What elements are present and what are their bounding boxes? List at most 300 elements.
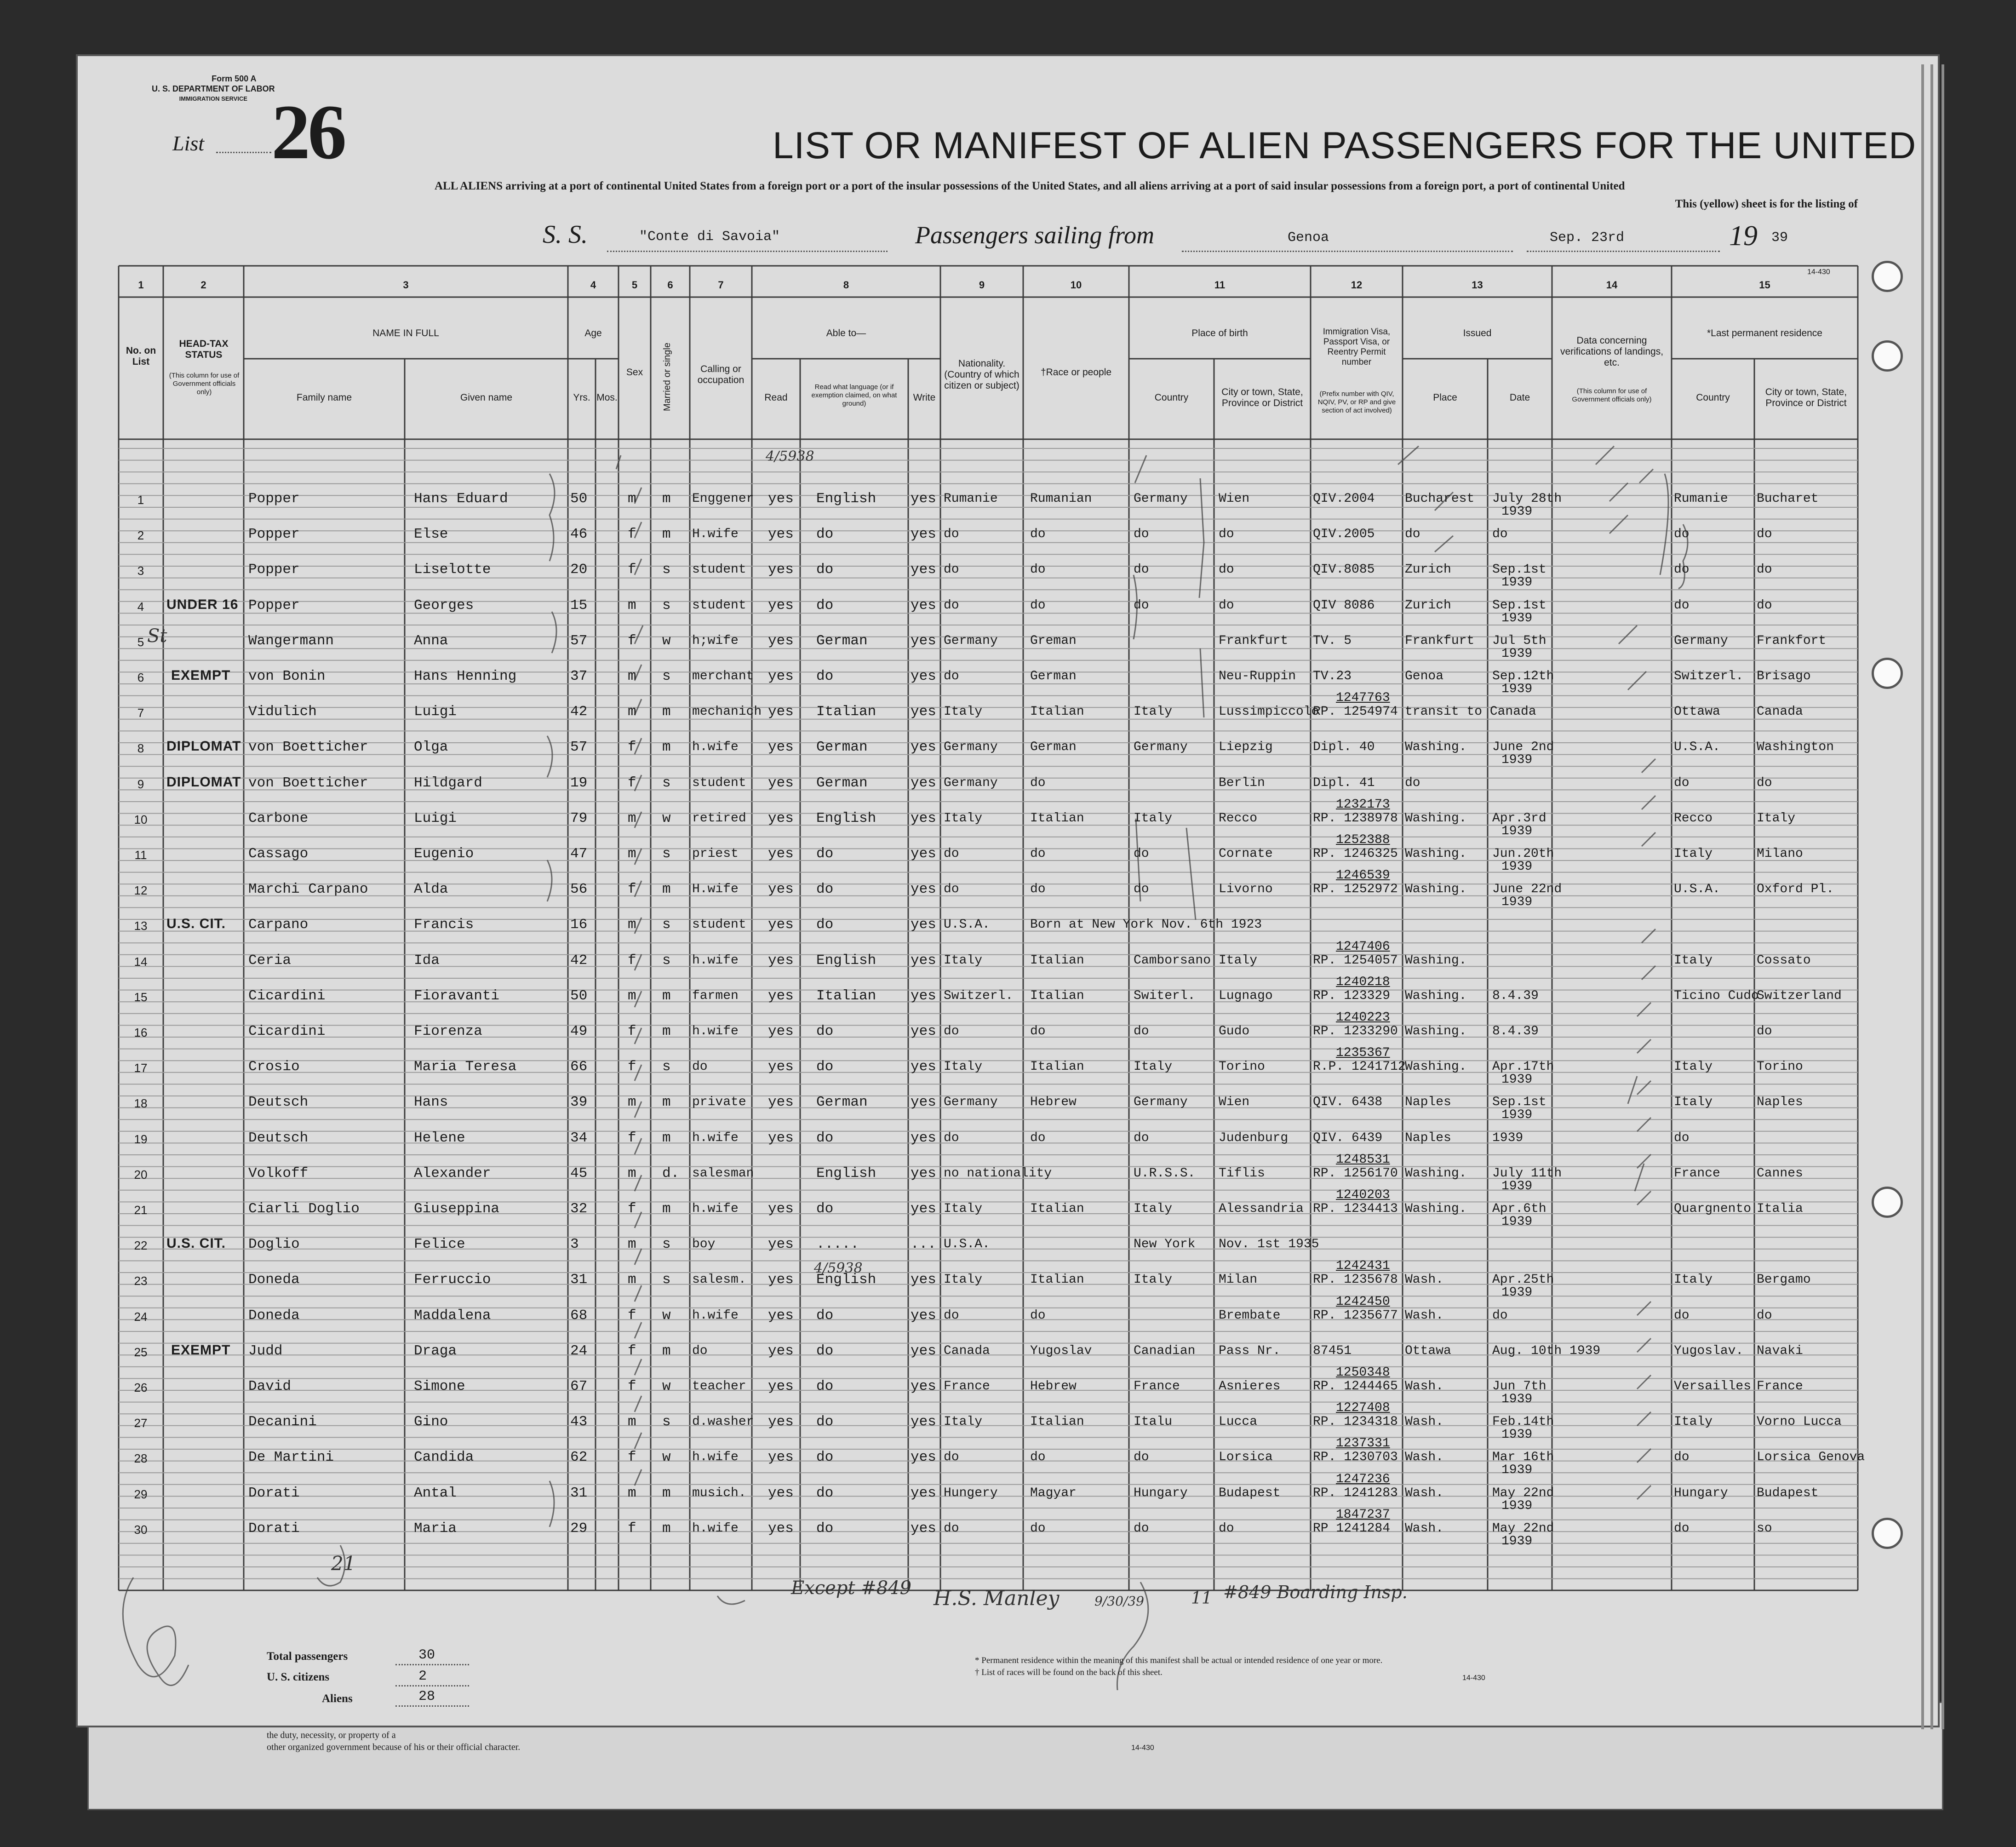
marital-status: s [662, 1059, 671, 1075]
residence-city: Cannes [1757, 1166, 1803, 1181]
sex: m [628, 1094, 636, 1111]
birth-country: do [1134, 882, 1149, 897]
issued-year: 1939 [1501, 611, 1533, 625]
occupation: retired [692, 811, 746, 826]
can-write: yes [911, 1378, 936, 1394]
family-name: Popper [248, 526, 300, 543]
issued-place: do [1405, 527, 1420, 542]
can-read: yes [768, 1520, 794, 1537]
read-language: do [816, 526, 834, 543]
header-given-name: Given name [460, 392, 513, 403]
age-years: 16 [570, 917, 588, 933]
occupation: h.wife [692, 1024, 739, 1038]
age-years: 66 [570, 1059, 588, 1075]
marital-status: s [662, 562, 671, 578]
birth-country: do [1134, 1024, 1149, 1038]
visa-number: QIV.8085 [1313, 562, 1375, 577]
marital-status: w [662, 632, 671, 649]
row-number: 26 [134, 1381, 148, 1394]
column-number: 15 [1759, 279, 1770, 291]
birth-city: Brembate [1219, 1308, 1281, 1323]
visa-number: QIV. 6439 [1313, 1130, 1383, 1145]
issued-date: May 22nd [1492, 1486, 1554, 1500]
row-number: 19 [134, 1132, 148, 1146]
residence-city: do [1757, 562, 1772, 577]
total-passengers-label: Total passengers [267, 1650, 348, 1663]
issued-year: 1939 [1501, 682, 1533, 696]
nationality: do [944, 1308, 959, 1323]
issued-place: Naples [1405, 1095, 1451, 1110]
birth-city: Lugnago [1219, 988, 1273, 1003]
issued-date: July 11th [1492, 1166, 1562, 1181]
family-name: Dorati [248, 1485, 300, 1501]
sex: m [628, 1236, 636, 1253]
nationality: U.S.A. [944, 918, 990, 932]
marital-status: m [662, 1485, 671, 1501]
sex: m [628, 597, 636, 614]
birth-country: do [1134, 598, 1149, 613]
sex: f [628, 562, 636, 578]
header-nationality: Nationality. (Country of which citizen or subject) [944, 358, 1019, 391]
column-number: 12 [1351, 279, 1363, 291]
residence-country: France [1674, 1166, 1720, 1181]
age-years: 49 [570, 1023, 588, 1039]
age-years: 50 [570, 491, 588, 507]
handwritten-time: 11 [1191, 1589, 1212, 1608]
residence-country: do [1674, 1521, 1690, 1536]
age-years: 50 [570, 987, 588, 1004]
row-number: 22 [134, 1239, 148, 1253]
birth-city: Torino [1219, 1060, 1265, 1074]
race: do [1030, 847, 1046, 861]
head-tax-stamp: EXEMPT [171, 668, 231, 683]
issued-year: 1939 [1501, 860, 1533, 874]
family-name: Popper [248, 562, 300, 578]
read-language: do [816, 597, 834, 614]
issued-date: Apr.3rd [1492, 811, 1546, 826]
race: Italian [1030, 811, 1084, 826]
row-number: 18 [134, 1096, 148, 1111]
read-language: German [816, 1094, 868, 1111]
given-name: Ida [414, 952, 440, 969]
given-name: Ferruccio [414, 1272, 491, 1288]
can-read: yes [768, 1023, 794, 1039]
can-write: yes [911, 987, 936, 1004]
header-write: Write [913, 392, 936, 403]
age-years: 24 [570, 1342, 588, 1359]
issued-year: 1939 [1501, 575, 1533, 590]
given-name: Antal [414, 1485, 457, 1501]
visa-number-alt: 1247236 [1336, 1472, 1390, 1486]
issued-date: do [1492, 527, 1508, 542]
occupation: h.wife [692, 1308, 739, 1323]
age-years: 31 [570, 1272, 588, 1288]
residence-country: Ottawa [1674, 705, 1720, 719]
age-years: 20 [570, 562, 588, 578]
occupation: h.wife [692, 1521, 739, 1536]
binder-hole [1872, 1187, 1903, 1218]
birth-country: do [1134, 1521, 1149, 1536]
read-language: English [816, 1165, 876, 1182]
header-landings-note: (This column for use of Government officials only) [1572, 387, 1652, 403]
issued-date: Aug. 10th 1939 [1492, 1343, 1601, 1358]
nationality: do [944, 1521, 959, 1536]
sex: f [628, 1449, 636, 1466]
can-write: yes [911, 774, 936, 791]
residence-city: Torino [1757, 1060, 1803, 1074]
read-language: do [816, 1449, 834, 1466]
given-name: Gino [414, 1414, 448, 1430]
issued-place: Genoa [1405, 669, 1444, 683]
header-issued: Issued [1463, 328, 1492, 338]
ship-name: "Conte di Savoia" [639, 229, 780, 245]
birth-country: Canadian [1134, 1343, 1196, 1358]
occupation: musich. [692, 1486, 746, 1500]
read-language: Italian [816, 704, 876, 720]
birth-city: Pass Nr. [1219, 1343, 1281, 1358]
given-name: Else [414, 526, 448, 543]
manifest-subtitle-2: This (yellow) sheet is for the listing of [1675, 198, 1858, 210]
family-name: von Boetticher [248, 774, 368, 791]
can-read: yes [768, 987, 794, 1004]
can-write: yes [911, 597, 936, 614]
read-language: English [816, 810, 876, 826]
birth-city: Cornate [1219, 847, 1273, 861]
race: Born at New York Nov. 6th 1923 [1030, 918, 1262, 932]
header-head-tax: HEAD-TAX STATUS [179, 338, 229, 360]
birth-country: Italy [1134, 1202, 1173, 1216]
marital-status: m [662, 1094, 671, 1111]
marital-status: w [662, 810, 671, 826]
birth-city: Milan [1219, 1273, 1258, 1287]
marital-status: s [662, 1236, 671, 1253]
issued-date: Feb.14th [1492, 1415, 1554, 1429]
header-head-tax-note: (This column for use of Government officials only) [169, 372, 240, 396]
residence-city: Milano [1757, 847, 1803, 861]
occupation: h.wife [692, 953, 739, 968]
issued-place: Wash. [1405, 1486, 1444, 1500]
issued-place: Wash. [1405, 1450, 1444, 1465]
issued-place: Washing. [1405, 1024, 1467, 1038]
given-name: Alexander [414, 1165, 491, 1182]
issued-place: Washing. [1405, 1166, 1467, 1181]
marital-status: w [662, 1449, 671, 1466]
occupation: merchant [692, 669, 754, 683]
residence-city: so [1757, 1521, 1772, 1536]
nationality: do [944, 562, 959, 577]
visa-number: RP. 1256170 [1313, 1166, 1398, 1181]
given-name: Alda [414, 881, 448, 898]
residence-country: Italy [1674, 1273, 1713, 1287]
visa-number: QIV.2005 [1313, 527, 1375, 542]
birth-city: Gudo [1219, 1024, 1250, 1038]
row-number: 17 [134, 1061, 148, 1075]
nationality: do [944, 1450, 959, 1465]
issued-place: Wash. [1405, 1415, 1444, 1429]
given-name: Maria Teresa [414, 1059, 517, 1075]
issued-place: Washing. [1405, 811, 1467, 826]
birth-city: do [1219, 598, 1234, 613]
residence-city: Lorsica Genova [1757, 1450, 1865, 1465]
header-last-residence: *Last permanent residence [1707, 328, 1822, 338]
given-name: Anna [414, 632, 448, 649]
header-race: †Race or people [1040, 367, 1112, 378]
birth-country: New York [1134, 1237, 1196, 1252]
read-language: do [816, 1307, 834, 1324]
race: Hebrew [1030, 1095, 1077, 1110]
given-name: Felice [414, 1236, 465, 1253]
birth-country: Germany [1134, 740, 1188, 755]
nationality: Germany [944, 633, 998, 648]
row-number: 23 [134, 1274, 148, 1288]
nationality: Italy [944, 1202, 983, 1216]
can-write: yes [911, 1272, 936, 1288]
can-read: yes [768, 1094, 794, 1111]
occupation: h.wife [692, 1130, 739, 1145]
issued-date: Jul 5th [1492, 633, 1546, 648]
sex: m [628, 810, 636, 826]
sex: m [628, 668, 636, 684]
visa-number: TV. 5 [1313, 633, 1352, 648]
visa-number: Dipl. 40 [1313, 740, 1375, 755]
read-language: English [816, 952, 876, 969]
marital-status: m [662, 739, 671, 756]
read-language: do [816, 917, 834, 933]
underlying-text: other organized government because of his or their official character. [267, 1742, 521, 1752]
birth-country: France [1134, 1379, 1180, 1394]
issued-place: Washing. [1405, 1060, 1467, 1074]
column-number: 13 [1472, 279, 1483, 291]
occupation: boy [692, 1237, 716, 1252]
total-passengers: 30 [418, 1647, 435, 1663]
visa-number: RP. 1233290 [1313, 1024, 1398, 1038]
visa-number: RP. 1246325 [1313, 847, 1398, 861]
can-read: yes [768, 1449, 794, 1466]
birth-country: Camborsano [1134, 953, 1211, 968]
issued-date: 1939 [1492, 1130, 1523, 1145]
age-years: 57 [570, 739, 588, 756]
birth-country: Italu [1134, 1415, 1173, 1429]
form-number: Form 500 A U. S. DEPARTMENT OF LABOR IMMIGRATION SERVICE [152, 74, 275, 102]
birth-city: Wien [1219, 492, 1250, 506]
age-years: 43 [570, 1414, 588, 1430]
form-code: 14-430 [1131, 1744, 1154, 1752]
birth-city: Recco [1219, 811, 1258, 826]
can-write: yes [911, 1342, 936, 1359]
marital-status: s [662, 597, 671, 614]
birth-country: Hungary [1134, 1486, 1188, 1500]
residence-city: Italy [1757, 811, 1796, 826]
year-suffix: 39 [1771, 230, 1788, 246]
binder-hole [1872, 340, 1903, 372]
issued-year: 1939 [1501, 1108, 1533, 1123]
departure-port: Genoa [1288, 230, 1329, 246]
residence-country: Ticino Cudo [1674, 988, 1759, 1003]
head-tax-stamp: U.S. CIT. [166, 916, 226, 932]
occupation: d.washer [692, 1415, 754, 1429]
race: do [1030, 882, 1046, 897]
header-family-name: Family name [296, 392, 352, 403]
issued-year: 1939 [1501, 895, 1533, 910]
read-language: German [816, 739, 868, 756]
residence-city: Canada [1757, 705, 1803, 719]
family-name: Dorati [248, 1520, 300, 1537]
nationality: Germany [944, 775, 998, 790]
birth-country: do [1134, 847, 1149, 861]
marital-status: m [662, 1201, 671, 1217]
race: Italian [1030, 1273, 1084, 1287]
can-read: yes [768, 668, 794, 684]
residence-country: U.S.A. [1674, 740, 1720, 755]
can-read: yes [768, 1130, 794, 1146]
sex: f [628, 1059, 636, 1075]
head-tax-stamp: U.S. CIT. [166, 1236, 226, 1251]
row-number: 28 [134, 1451, 148, 1466]
column-number: 9 [979, 279, 985, 291]
sex: f [628, 632, 636, 649]
issued-place: Frankfurt [1405, 633, 1475, 648]
family-name: Deutsch [248, 1130, 309, 1146]
birth-country: do [1134, 527, 1149, 542]
visa-number: RP. 1238978 [1313, 811, 1398, 826]
sex: m [628, 704, 636, 720]
header-able-to: Able to— [826, 328, 866, 338]
row-number: 21 [134, 1203, 148, 1217]
column-number: 6 [667, 279, 673, 291]
occupation: private [692, 1095, 746, 1110]
age-years: 3 [570, 1236, 579, 1253]
given-name: Maria [414, 1520, 457, 1537]
marital-status: m [662, 987, 671, 1004]
residence-country: do [1674, 1130, 1690, 1145]
read-language: do [816, 1201, 834, 1217]
residence-city: do [1757, 1024, 1772, 1038]
column-number: 1 [138, 279, 144, 291]
row-number: 13 [134, 919, 148, 933]
family-name: Popper [248, 491, 300, 507]
can-write: yes [911, 1201, 936, 1217]
sex: f [628, 1378, 636, 1394]
aliens-total: 28 [418, 1689, 435, 1704]
race: do [1030, 1308, 1046, 1323]
can-write: yes [911, 1094, 936, 1111]
issued-place: Wash. [1405, 1379, 1444, 1394]
can-write: yes [911, 952, 936, 969]
marital-status: m [662, 1130, 671, 1146]
given-name: Hans [414, 1094, 448, 1111]
read-language: do [816, 1059, 834, 1075]
issued-place: Naples [1405, 1130, 1451, 1145]
age-years: 42 [570, 952, 588, 969]
birth-city: Nov. 1st 1935 [1219, 1237, 1319, 1252]
can-read: yes [768, 952, 794, 969]
occupation: mechanich [692, 705, 762, 719]
issued-place: Washing. [1405, 847, 1467, 861]
visa-number: RP. 1234413 [1313, 1202, 1398, 1216]
residence-country: Versailles [1674, 1379, 1752, 1394]
sex: f [628, 952, 636, 969]
visa-number: QIV 8086 [1313, 598, 1375, 613]
age-years: 29 [570, 1520, 588, 1537]
visa-number: RP. 1234318 [1313, 1415, 1398, 1429]
issued-date: July 28th [1492, 492, 1562, 506]
issued-place: Ottawa [1405, 1343, 1451, 1358]
given-name: Olga [414, 739, 448, 756]
read-language: do [816, 1130, 834, 1146]
sex: f [628, 526, 636, 543]
nationality: do [944, 1130, 959, 1145]
issued-date: Jun 7th [1492, 1379, 1546, 1394]
occupation: student [692, 775, 746, 790]
residence-city: do [1757, 775, 1772, 790]
residence-country: Switzerl. [1674, 669, 1744, 683]
nationality: Germany [944, 740, 998, 755]
issued-date: Apr.17th [1492, 1060, 1554, 1074]
departure-date: Sep. 23rd [1550, 230, 1625, 246]
issued-date: Sep.1st [1492, 1095, 1546, 1110]
sex: f [628, 881, 636, 898]
age-years: 56 [570, 881, 588, 898]
row-number: 20 [134, 1167, 148, 1182]
visa-number: QIV. 6438 [1313, 1095, 1383, 1110]
header-visa: Immigration Visa, Passport Visa, or Reentry Permit number [1323, 327, 1391, 367]
issued-date: Mar 16th [1492, 1450, 1554, 1465]
issued-year: 1939 [1501, 1534, 1533, 1549]
family-name: Wangermann [248, 632, 334, 649]
issued-year: 1939 [1501, 1392, 1533, 1406]
marital-status: m [662, 704, 671, 720]
column-number: 8 [843, 279, 849, 291]
visa-number-alt: 1240218 [1336, 975, 1390, 989]
row-number: 7 [137, 706, 144, 720]
race: Rumanian [1030, 492, 1092, 506]
can-read: yes [768, 1485, 794, 1501]
race: Italian [1030, 953, 1084, 968]
column-number: 5 [631, 279, 638, 291]
family-name: Popper [248, 597, 300, 614]
sex: m [628, 1485, 636, 1501]
birth-country: do [1134, 562, 1149, 577]
age-years: 47 [570, 846, 588, 862]
nationality: Canada [944, 1343, 990, 1358]
birth-city: Italy [1219, 953, 1258, 968]
visa-number-alt: 1248531 [1336, 1152, 1390, 1167]
handwritten-except-note: Except #849 [791, 1577, 912, 1599]
family-name: Volkoff [248, 1165, 309, 1182]
row-number: 8 [137, 741, 144, 756]
given-name: Fioravanti [414, 987, 500, 1004]
issued-place: Zurich [1405, 562, 1451, 577]
occupation: student [692, 598, 746, 613]
given-name: Georges [414, 597, 474, 614]
head-tax-stamp: UNDER 16 [166, 597, 239, 612]
visa-number-alt: 1252388 [1336, 833, 1390, 847]
visa-number: RP. 1230703 [1313, 1450, 1398, 1465]
can-write: yes [911, 1059, 936, 1075]
issued-date: Apr.25th [1492, 1273, 1554, 1287]
residence-city: Switzerland [1757, 988, 1842, 1003]
read-language: do [816, 1342, 834, 1359]
issued-year: 1939 [1501, 824, 1533, 838]
residence-city: Budapest [1757, 1486, 1819, 1500]
nationality: do [944, 1024, 959, 1038]
handwritten-page-count: 21 [331, 1552, 356, 1575]
residence-country: do [1674, 1308, 1690, 1323]
visa-number-alt: 1237331 [1336, 1436, 1390, 1451]
age-years: 19 [570, 774, 588, 791]
visa-number: RP. 1244465 [1313, 1379, 1398, 1394]
birth-city: Alessandria [1219, 1202, 1304, 1216]
